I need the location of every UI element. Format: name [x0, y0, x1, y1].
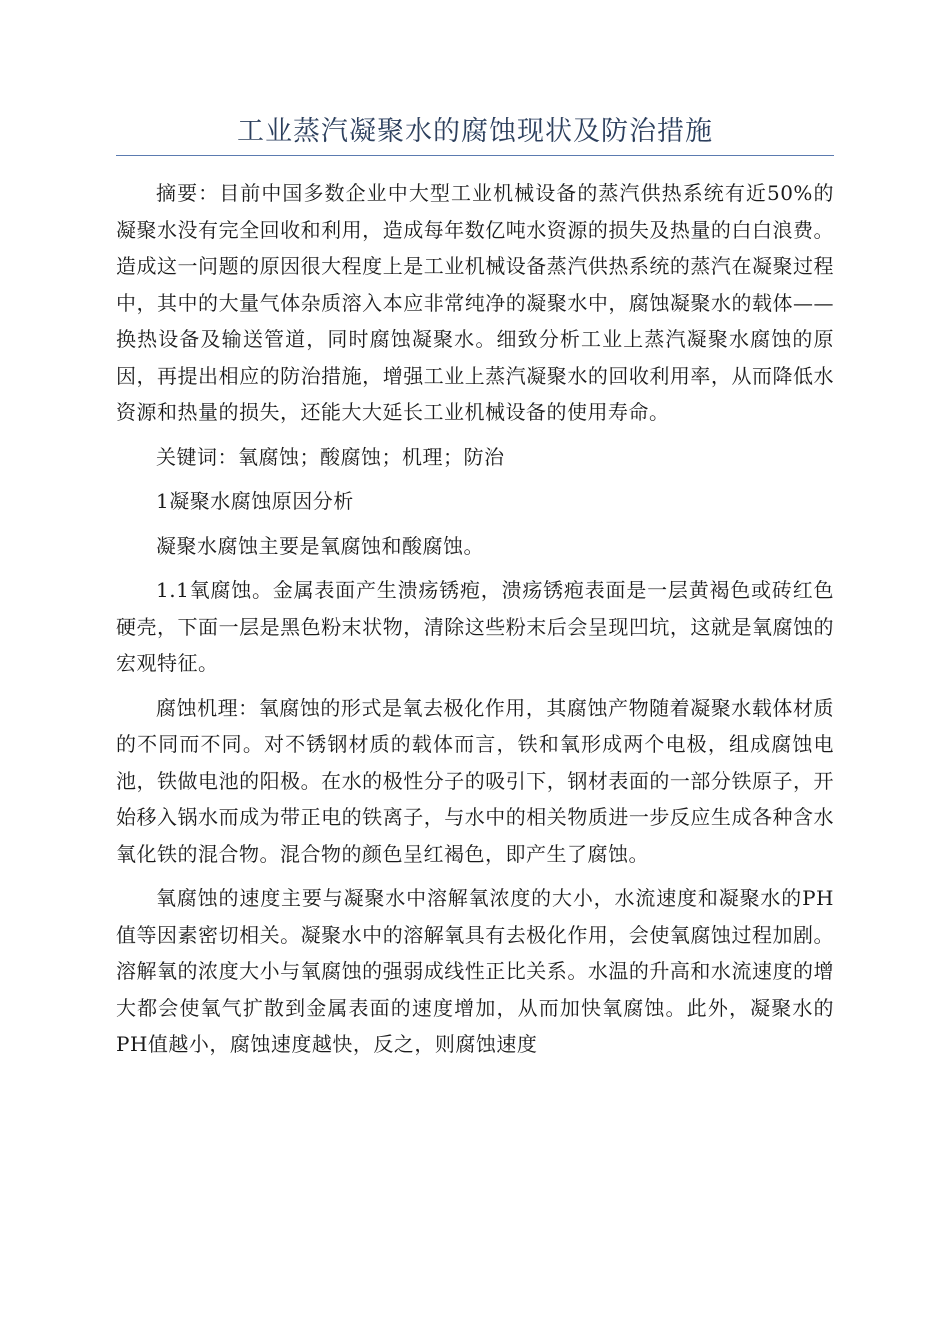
- subsection-paragraph: 1.1氧腐蚀。金属表面产生溃疡锈疱，溃疡锈疱表面是一层黄褐色或砖红色硬壳，下面一层是黑色粉末状物，清除这些粉末后会呈现凹坑，这就是氧腐蚀的宏观特征。: [116, 578, 834, 675]
- body-paragraph: 腐蚀机理：氧腐蚀的形式是氧去极化作用，其腐蚀产物随着凝聚水载体材质的不同而不同。对不锈钢材质的载体而言，铁和氧形成两个电极，组成腐蚀电池，铁做电池的阳极。在水的极性分子的吸引下，钢材表面的一部分铁原子，开始移入锅水而成为带正电的铁离子，与水中的相关物质进一步反应生成各种含水氧化铁的混合物。混合物的颜色呈红褐色，即产生了腐蚀。: [116, 695, 834, 866]
- body-paragraph: 凝聚水腐蚀主要是氧腐蚀和酸腐蚀。: [156, 533, 484, 558]
- title-underline: [116, 155, 834, 156]
- body-paragraph: 氧腐蚀的速度主要与凝聚水中溶解氧浓度的大小，水流速度和凝聚水的PH值等因素密切相关。凝聚水中的溶解氧具有去极化作用，会使氧腐蚀过程加剧。溶解氧的浓度大小与氧腐蚀的强弱成线性正比关系。水温的升高和水流速度的增大都会使氧气扩散到金属表面的速度增加，从而加快氧腐蚀。此外，凝聚水的PH值越小，腐蚀速度越快，反之，则腐蚀速度: [116, 886, 834, 1056]
- abstract-paragraph: 摘要：目前中国多数企业中大型工业机械设备的蒸汽供热系统有近50%的凝聚水没有完全回收和利用，造成每年数亿吨水资源的损失及热量的白白浪费。造成这一问题的原因很大程度上是工业机械设备蒸汽供热系统的蒸汽在凝聚过程中，其中的大量气体杂质溶入本应非常纯净的凝聚水中，腐蚀凝聚水的载体——换热设备及输送管道，同时腐蚀凝聚水。细致分析工业上蒸汽凝聚水腐蚀的原因，再提出相应的防治措施，增强工业上蒸汽凝聚水的回收利用率，从而降低水资源和热量的损失，还能大大延长工业机械设备的使用寿命。: [116, 181, 834, 424]
- section-heading: 1凝聚水腐蚀原因分析: [156, 489, 354, 513]
- keywords-paragraph: 关键词：氧腐蚀；酸腐蚀；机理；防治: [156, 444, 505, 469]
- document-title: 工业蒸汽凝聚水的腐蚀现状及防治措施: [237, 116, 713, 147]
- document-body: [116, 175, 834, 1071]
